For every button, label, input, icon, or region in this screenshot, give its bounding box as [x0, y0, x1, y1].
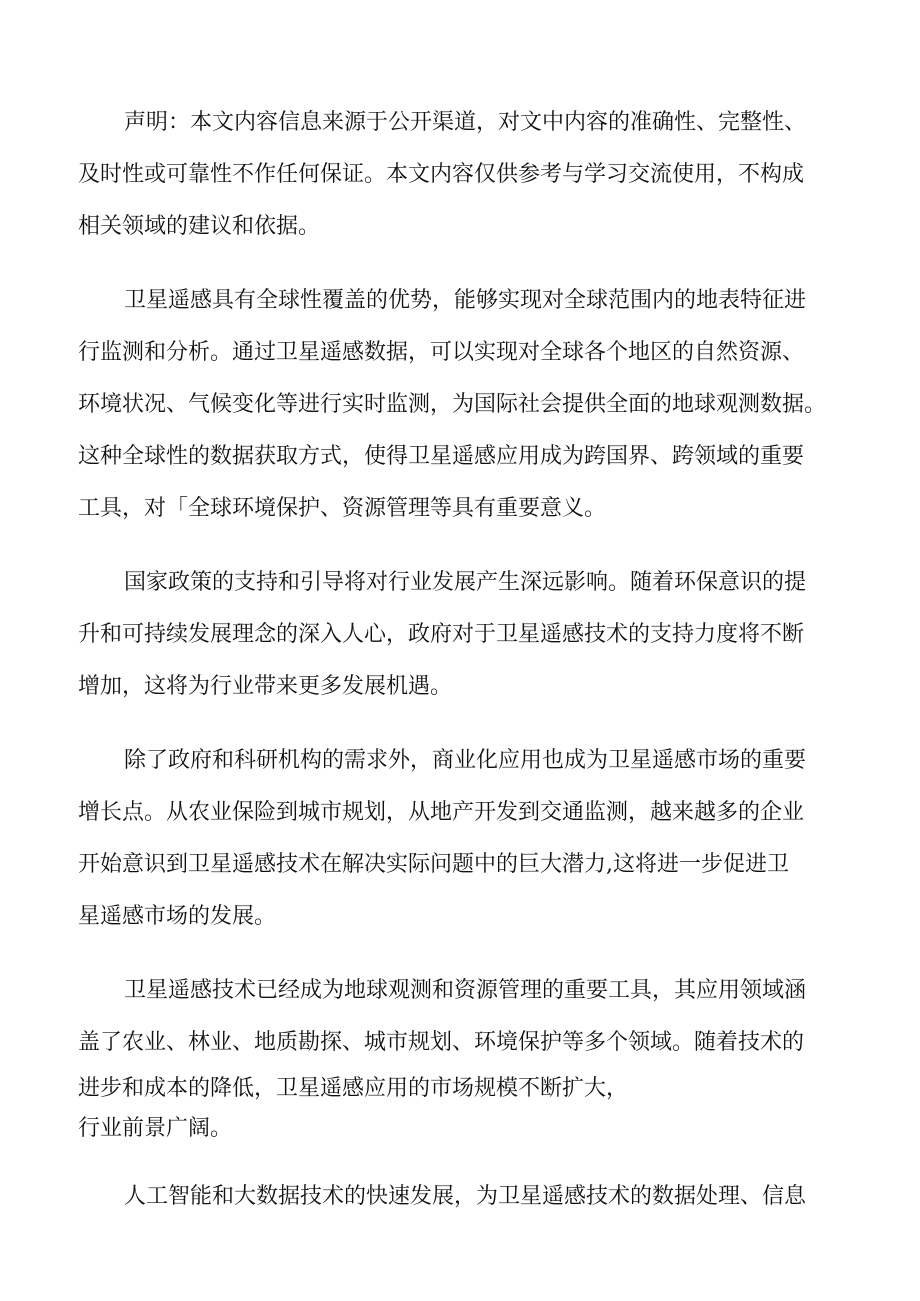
- text-line: 国家政策的支持和引导将对行业发展产生深远影响。随着环保意识的提: [124, 570, 807, 595]
- text-line: 行监测和分析。通过卫星遥感数据，可以实现对全球各个地区的自然资源、: [78, 340, 805, 365]
- paragraph-global-coverage: [78, 275, 844, 535]
- text-line: 相关领域的建议和依据。: [78, 214, 321, 239]
- paragraph-application-fields: [78, 965, 844, 1149]
- text-line: 这种全球性的数据获取方式，使得卫星遥感应用成为跨国界、跨领域的重要: [78, 444, 805, 469]
- text-line: 增长点。从农业保险到城市规划，从地产开发到交通监测，越来越多的企业: [78, 800, 805, 825]
- text-line: 星遥感市场的发展。: [78, 904, 277, 929]
- text-line: 环境状况、气候变化等进行实时监测，为国际社会提供全面的地球观测数据。: [78, 392, 827, 417]
- text-line: 除了政府和科研机构的需求外，商业化应用也成为卫星遥感市场的重要: [124, 748, 807, 773]
- text-line: 及时性或可靠性不作任何保证。本文内容仅供参考与学习交流使用，不构成: [78, 162, 805, 187]
- text-line: 工具，对「全球环境保护、资源管理等具有重要意义。: [78, 496, 607, 521]
- text-line: 升和可持续发展理念的深入人心，政府对于卫星遥感技术的支持力度将不断: [78, 622, 805, 647]
- document-body: [78, 97, 844, 1245]
- text-line: 增加，这将为行业带来更多发展机遇。: [78, 674, 453, 699]
- paragraph-ai-big-data: [78, 1171, 844, 1223]
- paragraph-policy-support: [78, 557, 844, 713]
- text-line: 盖了农业、林业、地质勘探、城市规划、环境保护等多个领域。随着技术的: [78, 1030, 805, 1055]
- paragraph-commercial-applications: [78, 735, 844, 943]
- text-line: 人工智能和大数据技术的快速发展，为卫星遥感技术的数据处理、信息: [124, 1184, 807, 1209]
- text-line: 卫星遥感技术已经成为地球观测和资源管理的重要工具，其应用领域涵: [124, 978, 807, 1003]
- text-line: 开始意识到卫星遥感技术在解决实际问题中的巨大潜力,这将进一步促进卫: [78, 852, 789, 877]
- text-line: 进步和成本的降低，卫星遥感应用的市场规模不断扩大，: [78, 1076, 629, 1101]
- text-line: 卫星遥感具有全球性覆盖的优势，能够实现对全球范围内的地表特征进: [124, 288, 807, 313]
- paragraph-disclaimer: [78, 97, 844, 253]
- text-line: 行业前景广阔。: [78, 1116, 233, 1141]
- text-line: 声明：本文内容信息来源于公开渠道，对文中内容的准确性、完整性、: [124, 110, 807, 135]
